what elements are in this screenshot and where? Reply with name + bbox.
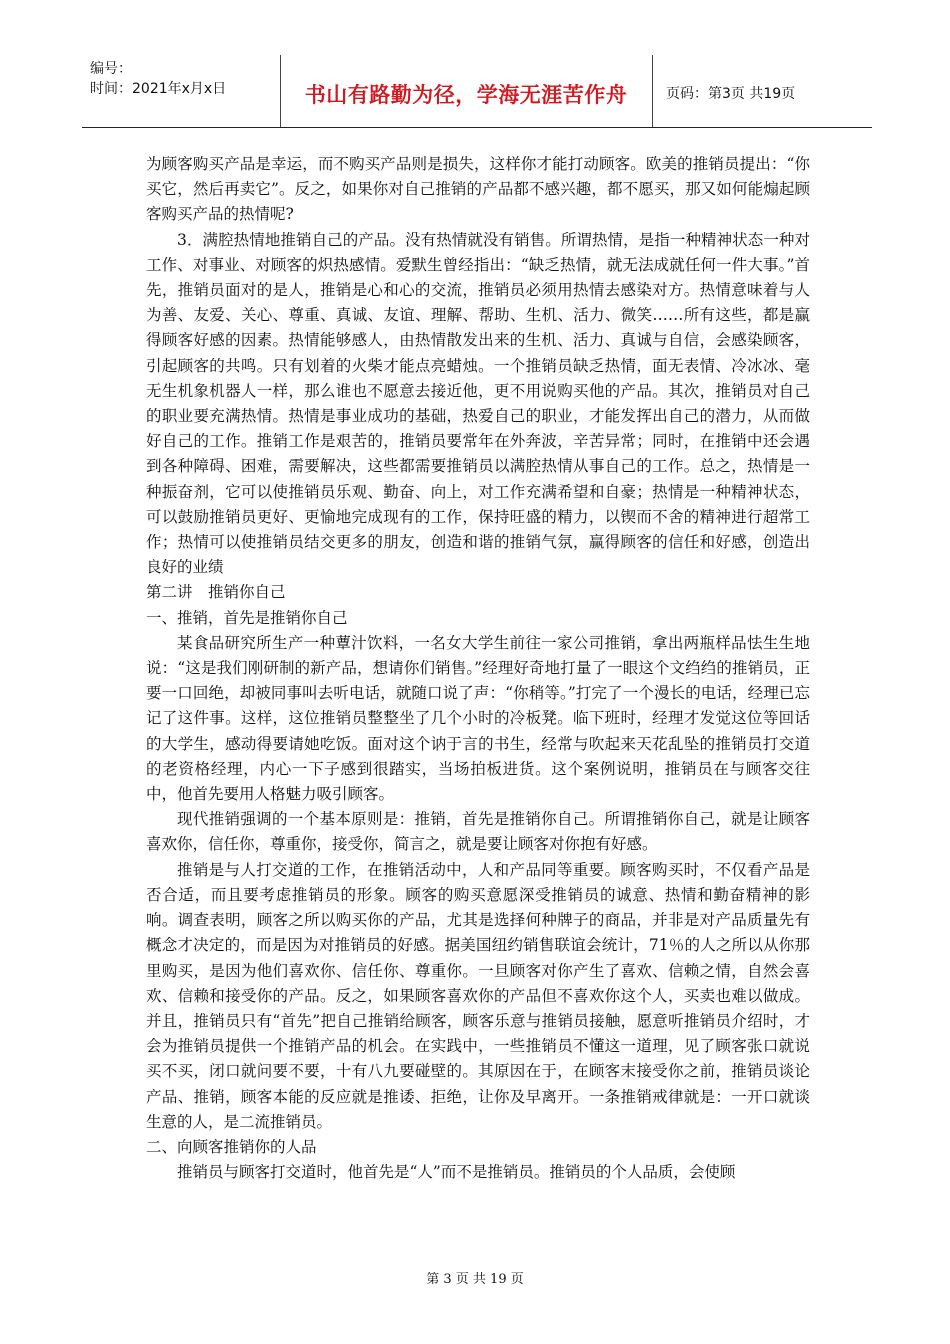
time-label: 时间：2021年x月x日	[90, 81, 227, 97]
document-body	[146, 152, 810, 1185]
paragraph: 现代推销强调的一个基本原则是：推销，首先是推销你自己。所谓推销你自己，就是让顾客喜欢你，信任你，尊重你，接受你，简言之，就是要让顾客对你抱有好感。	[146, 810, 810, 854]
header-meta	[90, 59, 290, 99]
paragraph: 推销员与顾客打交道时，他首先是“人”而不是推销员。推销员的个人品质，会使顾	[177, 1163, 736, 1182]
section-heading: 第二讲 推销你自己	[146, 583, 286, 602]
page-code: 页码：第3页 共19页	[666, 86, 796, 102]
paragraph: 某食品研究所生产一种蕈汁饮料，一名女大学生前往一家公司推销，拿出两瓶样品怯生生地说：“这是我们刚研制的新产品，想请你们销售。”经理好奇地打量了一眼这个文绉绉的推销员，正要一口回绝，却被同事叫去听电话，就随口说了声：“你稍等。”打完了一个漫长的电话，经理已忘记了这件事。这样，这位推销员整整坐了几个小时的冷板凳。临下班时，经理才发觉这位等回话的大学生，感动得要请她吃饭。面对这个讷于言的书生，经常与吹起来天花乱坠的推销员打交道的老资格经理，内心一下子感到很踏实，当场拍板进货。这个案例说明，推销员在与顾客交往中，他首先要用人格魅力吸引顾客。	[146, 633, 810, 804]
page-header	[82, 55, 872, 128]
page-footer: 第 3 页 共 19 页	[426, 1272, 524, 1287]
subsection-heading: 一、推销，首先是推销你自己	[146, 608, 348, 627]
header-divider	[652, 55, 653, 127]
paragraph: 3．满腔热情地推销自己的产品。没有热情就没有销售。所谓热情，是指一种精神状态一种对工作、对事业、对顾客的炽热感情。爱默生曾经指出：“缺乏热情，就无法成就任何一件大事。”首先，推销员面对的是人，推销是心和心的交流，推销员必须用热情去感染对方。热情意味着与人为善、友爱、关心、尊重、真诚、友谊、理解、帮助、生机、活力、微笑……所有这些，都是赢得顾客好感的因素。热情能够感人，由热情散发出来的生机、活力、真诚与自信，会感染顾客，引起顾客的共鸣。只有划着的火柴才能点亮蜡烛。一个推销员缺乏热情，面无表情、冷冰冰、毫无生机象机器人一样，那么谁也不愿意去接近他，更不用说购买他的产品。其次，推销员对自己的职业要充满热情。热情是事业成功的基础，热爱自己的职业，才能发挥出自己的潜力，从而做好自己的工作。推销工作是艰苦的，推销员要常年在外奔波，辛苦异常；同时，在推销中还会遇到各种障碍、困难，需要解决，这些都需要推销员以满腔热情从事自己的工作。总之，热情是一种振奋剂，它可以使推销员乐观、勤奋、向上，对工作充满希望和自豪；热情是一种精神状态，可以鼓励推销员更好、更愉地完成现有的工作，保持旺盛的精力，以锲而不舍的精神进行超常工作；热情可以使推销员结交更多的朋友，创造和谐的推销气氛，赢得顾客的信任和好感，创造出良好的业绩	[146, 230, 810, 577]
header-motto: 书山有路勤为径，学海无涯苦作舟	[304, 83, 628, 107]
paragraph: 推销是与人打交道的工作，在推销活动中，人和产品同等重要。顾客购买时，不仅看产品是否合适，而且要考虑推销员的形象。顾客的购买意愿深受推销员的诚意、热情和勤奋精神的影响。调查表明，顾客之所以购买你的产品，尤其是选择何种牌子的商品，并非是对产品质量先有概念才决定的，而是因为对推销员的好感。据美国纽约销售联谊会统计，71％的人之所以从你那里购买，是因为他们喜欢你、信任你、尊重你。一旦顾客对你产生了喜欢、信赖之情，自然会喜欢、信赖和接受你的产品。反之，如果顾客喜欢你的产品但不喜欢你这个人，买卖也难以做成。并且，推销员只有“首先”把自己推销给顾客，顾客乐意与推销员接触，愿意听推销员介绍时，才会为推销员提供一个推销产品的机会。在实践中，一些推销员不懂这一道理，见了顾客张口就说买不买，闭口就问要不要，十有八九要碰壁的。其原因在于，在顾客末接受你之前，推销员谈论产品、推销，顾客本能的反应就是推诿、拒绝，让你及早离开。一条推销戒律就是：一开口就谈生意的人，是二流推销员。	[146, 860, 810, 1131]
subsection-heading: 二、向顾客推销你的人品	[146, 1137, 317, 1156]
number-label: 编号：	[90, 61, 132, 77]
paragraph: 为顾客购买产品是幸运，而不购买产品则是损失，这样你才能打动顾客。欧美的推销员提出：“你买它，然后再卖它”。反之，如果你对自己推销的产品都不感兴趣，都不愿买，那又如何能煽起顾客购买产品的热情呢?	[146, 155, 810, 224]
